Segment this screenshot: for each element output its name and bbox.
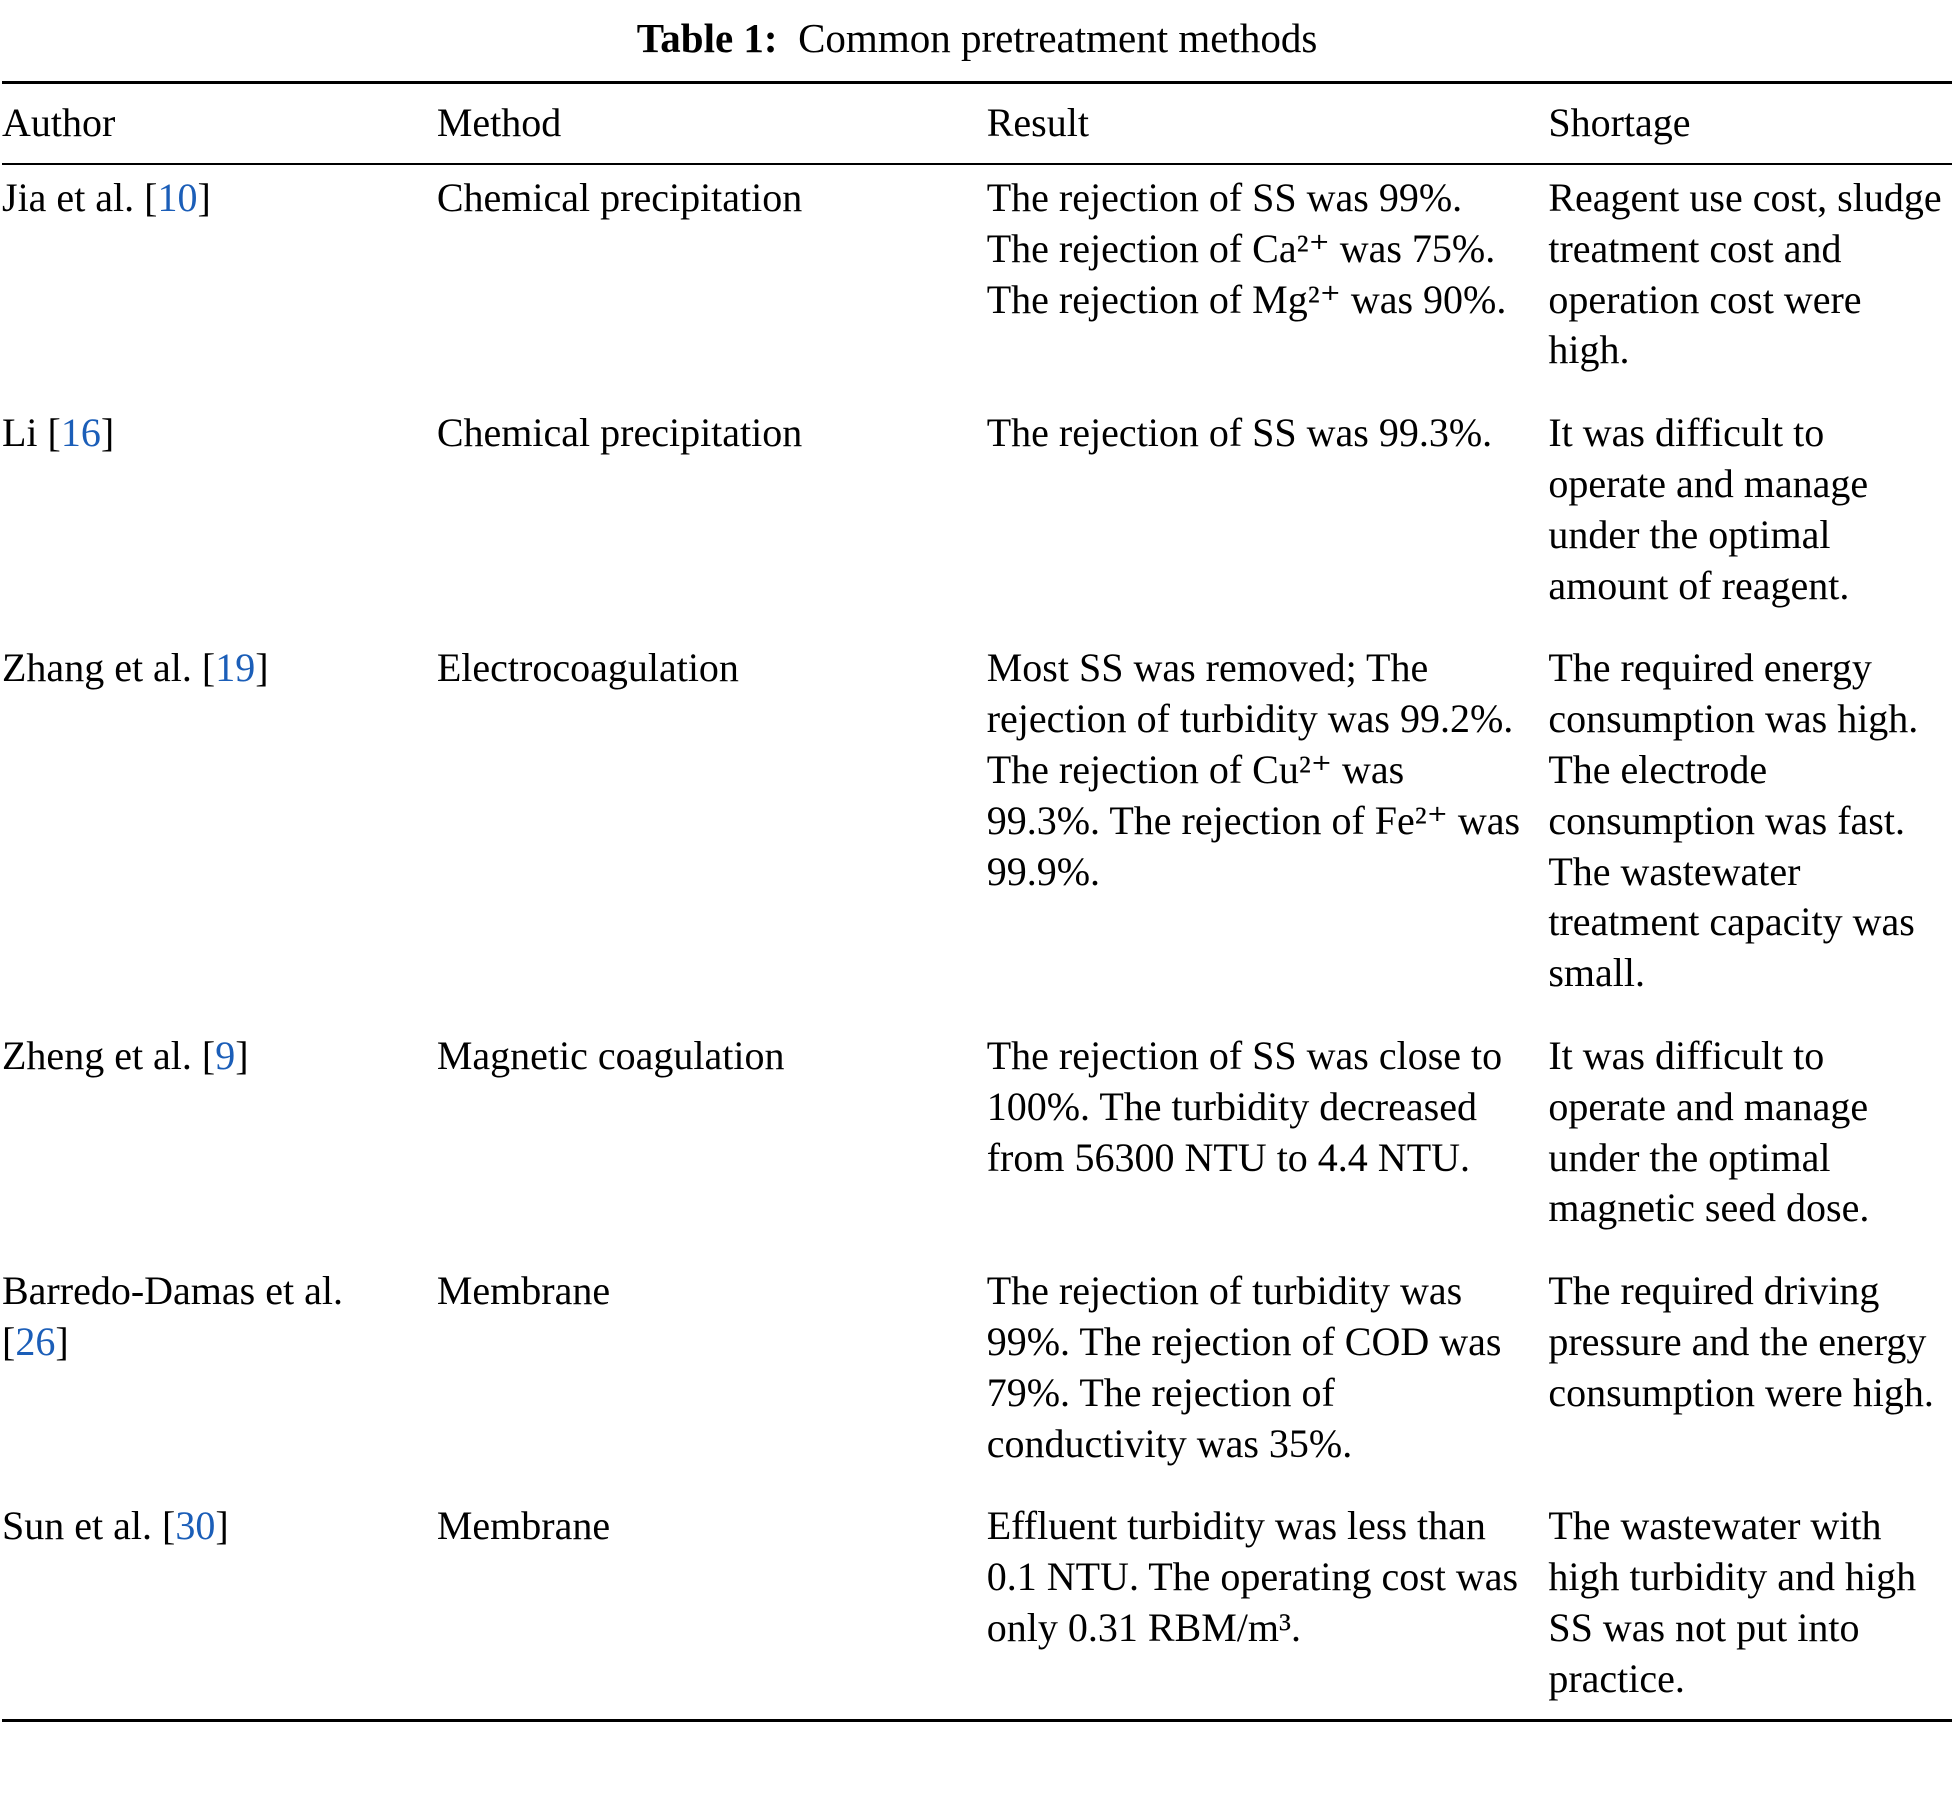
author-text: Sun et al. [ xyxy=(2,1503,176,1549)
author-text-close: ] xyxy=(235,1032,249,1078)
author-text: Zheng et al. [ xyxy=(2,1032,216,1078)
author-cell xyxy=(2,635,437,1023)
author-text: Li [ xyxy=(2,410,61,456)
table-caption-label: Table 1: xyxy=(636,15,778,61)
author-text-close: ] xyxy=(100,410,115,456)
result-cell: Effluent turbidity was less than 0.1 NTU. The operating cost was only 0.31 RBM/m³. xyxy=(986,1503,1519,1650)
pretreatment-methods-table xyxy=(2,81,1952,1721)
column-header-author: Author xyxy=(2,83,437,164)
table-row xyxy=(2,1258,1952,1493)
result-cell: The rejection of SS was 99.3%. xyxy=(986,410,1493,456)
author-cell xyxy=(2,1023,437,1258)
table-row xyxy=(2,1493,1952,1720)
column-header-method: Method xyxy=(437,83,987,164)
result-cell: The rejection of turbidity was 99%. The rejection of COD was 79%. The rejection of conductivity was 35%. xyxy=(986,1268,1502,1466)
author-cell xyxy=(2,164,437,400)
author-text: Jia et al. [ xyxy=(2,174,158,220)
table-row xyxy=(2,400,1952,635)
result-cell: The rejection of SS was 99%. The rejection of Ca²⁺ was 75%. The rejection of Mg²⁺ was 90%. xyxy=(986,174,1507,322)
author-cell xyxy=(2,1493,437,1720)
result-cell: The rejection of SS was close to 100%. The turbidity decreased from 56300 NTU to 4.4 NTU. xyxy=(986,1032,1503,1180)
citation-link[interactable]: 10 xyxy=(157,174,198,220)
column-header-result: Result xyxy=(987,83,1549,164)
shortage-cell: It was difficult to operate and manage under the optimal amount of reagent. xyxy=(1548,410,1869,608)
shortage-cell: Reagent use cost, sludge treatment cost and operation cost were high. xyxy=(1548,174,1942,373)
shortage-cell: It was difficult to operate and manage under the optimal magnetic seed dose. xyxy=(1548,1032,1870,1231)
author-text: Zhang et al. [ xyxy=(2,645,216,691)
author-text-close: ] xyxy=(197,174,211,220)
table-row xyxy=(2,635,1952,1023)
table-row xyxy=(2,164,1952,400)
header-row xyxy=(2,83,1952,164)
method-cell: Chemical precipitation xyxy=(436,174,803,220)
method-cell: Magnetic coagulation xyxy=(436,1032,785,1078)
method-cell: Chemical precipitation xyxy=(436,410,803,456)
table-caption xyxy=(2,14,1952,63)
author-cell xyxy=(2,1258,437,1493)
table-row xyxy=(2,1023,1952,1258)
shortage-cell: The required energy consumption was high. The electrode consumption was fast. The wastewater treatment capacity was small. xyxy=(1548,645,1919,996)
citation-link[interactable]: 19 xyxy=(215,645,256,691)
author-text-close: ] xyxy=(55,1318,69,1364)
table-caption-text: Common pretreatment methods xyxy=(798,15,1318,61)
column-header-shortage: Shortage xyxy=(1548,83,1952,164)
author-cell xyxy=(2,400,437,635)
citation-link[interactable]: 30 xyxy=(175,1503,216,1549)
citation-link[interactable]: 16 xyxy=(60,410,101,456)
author-text-close: ] xyxy=(255,645,269,691)
citation-link[interactable]: 26 xyxy=(15,1318,56,1364)
method-cell: Electrocoagulation xyxy=(436,645,739,691)
method-cell: Membrane xyxy=(436,1268,611,1314)
author-text-close: ] xyxy=(215,1503,229,1549)
result-cell: Most SS was removed; The rejection of turbidity was 99.2%. The rejection of Cu²⁺ was 99.3%. The rejection of Fe²⁺ was 99.9%. xyxy=(986,645,1521,894)
shortage-cell: The required driving pressure and the energy consumption were high. xyxy=(1548,1268,1934,1415)
method-cell: Membrane xyxy=(436,1503,611,1549)
shortage-cell: The wastewater with high turbidity and high SS was not put into practice. xyxy=(1548,1503,1917,1701)
author-text: Barredo-Damas et al. [ xyxy=(2,1268,343,1364)
citation-link[interactable]: 9 xyxy=(215,1032,236,1078)
